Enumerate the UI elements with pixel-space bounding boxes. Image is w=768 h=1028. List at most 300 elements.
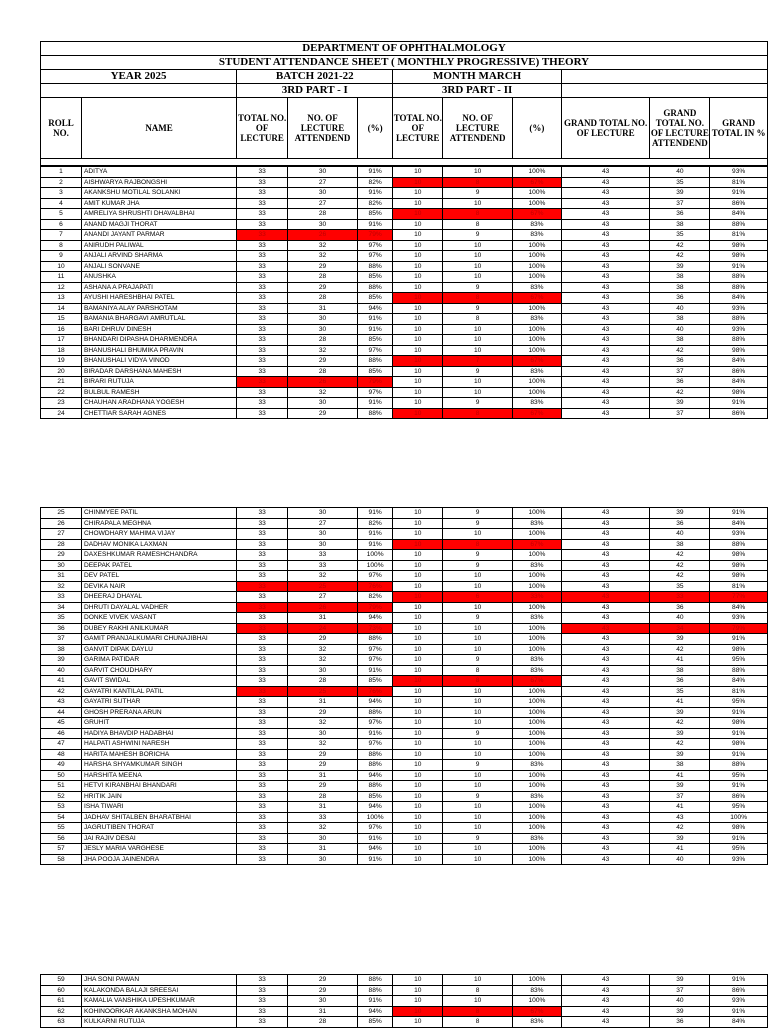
grand-attended-cell: 39 xyxy=(650,728,710,739)
total2-cell: 10 xyxy=(393,230,443,241)
pct1-cell: 82% xyxy=(357,177,392,188)
attended1-cell: 28 xyxy=(288,335,358,346)
pct1-cell: 82% xyxy=(357,592,392,603)
header-gap xyxy=(41,159,768,166)
total1-cell: 33 xyxy=(237,592,288,603)
grand-pct-cell: 98% xyxy=(710,739,768,750)
pct2-cell: 100% xyxy=(513,823,562,834)
attended1-cell: 33 xyxy=(288,550,358,561)
total2-cell: 10 xyxy=(393,209,443,220)
roll-cell: 17 xyxy=(41,335,82,346)
grand-attended-cell: 36 xyxy=(650,1017,710,1028)
attended2-cell: 10 xyxy=(443,739,513,750)
grand-pct-cell: 93% xyxy=(710,303,768,314)
name-cell: JHA POOJA JAINENDRA xyxy=(82,854,237,865)
table-row xyxy=(41,518,768,529)
total2-cell: 10 xyxy=(393,592,443,603)
attended2-cell: 9 xyxy=(443,655,513,666)
grand-pct-cell: 98% xyxy=(710,718,768,729)
grand-pct-cell: 98% xyxy=(710,823,768,834)
attended1-cell: 26 xyxy=(288,230,358,241)
table-row xyxy=(41,781,768,792)
grand-pct-cell: 98% xyxy=(710,345,768,356)
pct2-cell: 100% xyxy=(513,623,562,634)
pct1-cell: 91% xyxy=(357,398,392,409)
table-row xyxy=(41,996,768,1007)
grand-pct-cell: 95% xyxy=(710,844,768,855)
total1-cell: 33 xyxy=(237,996,288,1007)
roll-cell: 13 xyxy=(41,293,82,304)
table-row xyxy=(41,655,768,666)
table-row xyxy=(41,602,768,613)
total1-cell: 33 xyxy=(237,854,288,865)
grand-total-cell: 43 xyxy=(561,177,650,188)
pct2-cell: 67% xyxy=(513,676,562,687)
attended2-cell: 9 xyxy=(443,760,513,771)
total2-cell: 10 xyxy=(393,812,443,823)
table-row xyxy=(41,366,768,377)
attended2-cell: 10 xyxy=(443,644,513,655)
col-total2: TOTAL NO. OF LECTURE xyxy=(393,98,443,159)
roll-cell: 25 xyxy=(41,508,82,519)
attended2-cell: 8 xyxy=(443,1017,513,1028)
grand-attended-cell: 39 xyxy=(650,749,710,760)
attended1-cell: 30 xyxy=(288,854,358,865)
total2-cell: 10 xyxy=(393,198,443,209)
roll-cell: 34 xyxy=(41,602,82,613)
roll-cell: 3 xyxy=(41,188,82,199)
roll-cell: 42 xyxy=(41,686,82,697)
table-row xyxy=(41,550,768,561)
attended2-cell: 10 xyxy=(443,581,513,592)
total1-cell: 33 xyxy=(237,240,288,251)
grand-attended-cell: 42 xyxy=(650,823,710,834)
roll-cell: 59 xyxy=(41,975,82,986)
attended1-cell: 33 xyxy=(288,812,358,823)
grand-attended-cell: 41 xyxy=(650,770,710,781)
attended2-cell: 9 xyxy=(443,550,513,561)
grand-attended-cell: 40 xyxy=(650,529,710,540)
table-row xyxy=(41,791,768,802)
total1-cell: 33 xyxy=(237,219,288,230)
name-cell: HARSHA SHYAMKUMAR SINGH xyxy=(82,760,237,771)
attended1-cell: 29 xyxy=(288,760,358,771)
name-cell: CHINMYEE PATIL xyxy=(82,508,237,519)
table-row xyxy=(41,293,768,304)
pct2-cell: 100% xyxy=(513,739,562,750)
attended1-cell: 31 xyxy=(288,844,358,855)
total2-cell: 10 xyxy=(393,303,443,314)
pct2-cell: 100% xyxy=(513,529,562,540)
grand-pct-cell: 91% xyxy=(710,398,768,409)
pct2-cell: 100% xyxy=(513,844,562,855)
total2-cell: 10 xyxy=(393,781,443,792)
attended1-cell: 32 xyxy=(288,240,358,251)
total1-cell: 33 xyxy=(237,167,288,178)
col-attended1: NO. OF LECTURE ATTENDEND xyxy=(288,98,358,159)
grand-attended-cell: 38 xyxy=(650,760,710,771)
pct1-cell: 88% xyxy=(357,707,392,718)
attended2-cell: 9 xyxy=(443,282,513,293)
grand-pct-cell: 100% xyxy=(710,812,768,823)
pct2-cell: 100% xyxy=(513,198,562,209)
pct1-cell: 85% xyxy=(357,293,392,304)
pct2-cell: 83% xyxy=(513,282,562,293)
roll-cell: 48 xyxy=(41,749,82,760)
grand-attended-cell: 33 xyxy=(650,592,710,603)
grand-total-cell: 43 xyxy=(561,240,650,251)
grand-total-cell: 43 xyxy=(561,560,650,571)
total2-cell: 10 xyxy=(393,377,443,388)
attendance-header-table xyxy=(40,41,768,166)
grand-pct-cell: 86% xyxy=(710,198,768,209)
grand-pct-cell: 93% xyxy=(710,324,768,335)
roll-cell: 24 xyxy=(41,408,82,419)
name-cell: JADHAV SHITALBEN BHARATBHAI xyxy=(82,812,237,823)
pct1-cell: 97% xyxy=(357,718,392,729)
pct2-cell: 100% xyxy=(513,550,562,561)
pct1-cell: 85% xyxy=(357,791,392,802)
grand-pct-cell: 86% xyxy=(710,408,768,419)
grand-total-cell: 43 xyxy=(561,314,650,325)
attended2-cell: 10 xyxy=(443,335,513,346)
grand-total-cell: 43 xyxy=(561,739,650,750)
name-cell: GAVIT SWIDAL xyxy=(82,676,237,687)
roll-cell: 4 xyxy=(41,198,82,209)
grand-total-cell: 43 xyxy=(561,272,650,283)
pct1-cell: 76% xyxy=(357,581,392,592)
pct2-cell: 100% xyxy=(513,345,562,356)
attended1-cell: 32 xyxy=(288,739,358,750)
roll-cell: 51 xyxy=(41,781,82,792)
name-cell: AMIT KUMAR JHA xyxy=(82,198,237,209)
pct2-cell: 83% xyxy=(513,366,562,377)
grand-attended-cell: 37 xyxy=(650,791,710,802)
total1-cell: 33 xyxy=(237,377,288,388)
col-pct1: (%) xyxy=(357,98,392,159)
table-row xyxy=(41,676,768,687)
table-row xyxy=(41,592,768,603)
attended2-cell: 10 xyxy=(443,261,513,272)
pct1-cell: 88% xyxy=(357,760,392,771)
total1-cell: 33 xyxy=(237,791,288,802)
name-cell: JHA SONI PAWAN xyxy=(82,975,237,986)
name-cell: DHRUTI DAYALAL VADHER xyxy=(82,602,237,613)
grand-pct-cell: 95% xyxy=(710,802,768,813)
attended2-cell: 8 xyxy=(443,209,513,220)
name-cell: DONKE VIVEK VASANT xyxy=(82,613,237,624)
pct2-cell: 100% xyxy=(513,251,562,262)
col-pct2: (%) xyxy=(513,98,562,159)
grand-attended-cell: 39 xyxy=(650,188,710,199)
attended2-cell: 10 xyxy=(443,812,513,823)
pct2-cell: 100% xyxy=(513,335,562,346)
attended1-cell: 30 xyxy=(288,167,358,178)
grand-attended-cell: 39 xyxy=(650,781,710,792)
attendance-body-table-3 xyxy=(40,974,768,1028)
grand-total-cell: 43 xyxy=(561,854,650,865)
grand-pct-cell: 93% xyxy=(710,613,768,624)
attended2-cell: 10 xyxy=(443,529,513,540)
total1-cell: 33 xyxy=(237,251,288,262)
grand-attended-cell: 40 xyxy=(650,996,710,1007)
total2-cell: 10 xyxy=(393,665,443,676)
roll-cell: 62 xyxy=(41,1006,82,1017)
grand-pct-cell: 98% xyxy=(710,571,768,582)
total1-cell: 33 xyxy=(237,686,288,697)
attended1-cell: 30 xyxy=(288,539,358,550)
total2-cell: 10 xyxy=(393,293,443,304)
roll-cell: 21 xyxy=(41,377,82,388)
table-row xyxy=(41,1017,768,1028)
name-cell: CHAUHAN ARADHANA YOGESH xyxy=(82,398,237,409)
grand-attended-cell: 42 xyxy=(650,240,710,251)
attended1-cell: 28 xyxy=(288,293,358,304)
grand-total-cell: 43 xyxy=(561,844,650,855)
roll-cell: 26 xyxy=(41,518,82,529)
attended1-cell: 33 xyxy=(288,560,358,571)
pct2-cell: 67% xyxy=(513,293,562,304)
total1-cell: 33 xyxy=(237,282,288,293)
total2-cell: 10 xyxy=(393,408,443,419)
roll-cell: 60 xyxy=(41,985,82,996)
total1-cell: 33 xyxy=(237,261,288,272)
grand-attended-cell: 38 xyxy=(650,335,710,346)
total1-cell: 33 xyxy=(237,844,288,855)
pct1-cell: 91% xyxy=(357,188,392,199)
grand-pct-cell: 98% xyxy=(710,251,768,262)
attendance-sheet-block-3 xyxy=(40,974,768,1028)
pct1-cell: 91% xyxy=(357,996,392,1007)
pct1-cell: 88% xyxy=(357,282,392,293)
grand-attended-cell: 41 xyxy=(650,802,710,813)
total2-cell: 10 xyxy=(393,791,443,802)
grand-total-cell: 43 xyxy=(561,985,650,996)
total2-cell: 10 xyxy=(393,188,443,199)
total1-cell: 33 xyxy=(237,770,288,781)
attended1-cell: 27 xyxy=(288,592,358,603)
pct1-cell: 97% xyxy=(357,251,392,262)
grand-attended-cell: 34 xyxy=(650,623,710,634)
grand-attended-cell: 40 xyxy=(650,324,710,335)
pct2-cell: 100% xyxy=(513,571,562,582)
pct1-cell: 88% xyxy=(357,634,392,645)
attended2-cell: 9 xyxy=(443,398,513,409)
attended1-cell: 27 xyxy=(288,518,358,529)
attended2-cell: 10 xyxy=(443,198,513,209)
table-row xyxy=(41,854,768,865)
grand-total-cell: 43 xyxy=(561,209,650,220)
attended1-cell: 27 xyxy=(288,177,358,188)
attended1-cell: 31 xyxy=(288,770,358,781)
table-row xyxy=(41,975,768,986)
roll-cell: 44 xyxy=(41,707,82,718)
name-cell: HARSHITA MEENA xyxy=(82,770,237,781)
grand-attended-cell: 37 xyxy=(650,985,710,996)
pct1-cell: 94% xyxy=(357,770,392,781)
roll-cell: 32 xyxy=(41,581,82,592)
grand-attended-cell: 40 xyxy=(650,303,710,314)
name-cell: ANJALI ARVIND SHARMA xyxy=(82,251,237,262)
attended2-cell: 9 xyxy=(443,728,513,739)
pct1-cell: 94% xyxy=(357,1006,392,1017)
attended2-cell: 10 xyxy=(443,272,513,283)
roll-cell: 33 xyxy=(41,592,82,603)
pct1-cell: 97% xyxy=(357,823,392,834)
table-row xyxy=(41,718,768,729)
pct2-cell: 100% xyxy=(513,770,562,781)
grand-total-cell: 43 xyxy=(561,676,650,687)
table-row xyxy=(41,812,768,823)
pct1-cell: 88% xyxy=(357,985,392,996)
grand-pct-cell: 84% xyxy=(710,209,768,220)
pct1-cell: 88% xyxy=(357,261,392,272)
total1-cell: 33 xyxy=(237,508,288,519)
total2-cell: 10 xyxy=(393,518,443,529)
grand-pct-cell: 91% xyxy=(710,1006,768,1017)
attended2-cell: 8 xyxy=(443,293,513,304)
grand-pct-cell: 86% xyxy=(710,985,768,996)
grand-total-cell: 43 xyxy=(561,770,650,781)
attended1-cell: 25 xyxy=(288,581,358,592)
pct2-cell: 100% xyxy=(513,377,562,388)
name-cell: ADITYA xyxy=(82,167,237,178)
month-label: MONTH MARCH xyxy=(393,70,561,84)
total1-cell: 33 xyxy=(237,634,288,645)
attended1-cell: 28 xyxy=(288,209,358,220)
table-row xyxy=(41,251,768,262)
name-cell: CHIRAPALA MEGHNA xyxy=(82,518,237,529)
attended2-cell: 10 xyxy=(443,802,513,813)
grand-attended-cell: 36 xyxy=(650,209,710,220)
attended2-cell: 9 xyxy=(443,560,513,571)
grand-attended-cell: 36 xyxy=(650,377,710,388)
attended1-cell: 32 xyxy=(288,823,358,834)
attended1-cell: 29 xyxy=(288,985,358,996)
table-row xyxy=(41,686,768,697)
grand-pct-cell: 98% xyxy=(710,644,768,655)
grand-attended-cell: 42 xyxy=(650,644,710,655)
roll-cell: 22 xyxy=(41,387,82,398)
grand-pct-cell: 84% xyxy=(710,377,768,388)
attended2-cell: 10 xyxy=(443,634,513,645)
total1-cell: 33 xyxy=(237,356,288,367)
grand-attended-cell: 41 xyxy=(650,844,710,855)
name-cell: ISHA TIWARI xyxy=(82,802,237,813)
grand-pct-cell: 81% xyxy=(710,177,768,188)
total1-cell: 33 xyxy=(237,676,288,687)
grand-pct-cell: 86% xyxy=(710,366,768,377)
attended1-cell: 31 xyxy=(288,802,358,813)
table-row xyxy=(41,398,768,409)
pct2-cell: 100% xyxy=(513,324,562,335)
pct1-cell: 97% xyxy=(357,345,392,356)
name-cell: BIRARI RUTUJA xyxy=(82,377,237,388)
attendance-rows-3 xyxy=(41,975,768,1028)
table-row xyxy=(41,408,768,419)
pct2-cell: 83% xyxy=(513,1017,562,1028)
table-row xyxy=(41,377,768,388)
total2-cell: 10 xyxy=(393,844,443,855)
header-blank xyxy=(561,70,767,84)
grand-total-cell: 43 xyxy=(561,802,650,813)
name-cell: GRUHIT xyxy=(82,718,237,729)
grand-attended-cell: 42 xyxy=(650,571,710,582)
pct2-cell: 100% xyxy=(513,167,562,178)
pct2-cell: 100% xyxy=(513,854,562,865)
name-cell: ANANDI JAYANT PARMAR xyxy=(82,230,237,241)
attended2-cell: 7 xyxy=(443,356,513,367)
total1-cell: 33 xyxy=(237,230,288,241)
pct2-cell: 83% xyxy=(513,655,562,666)
grand-total-cell: 43 xyxy=(561,686,650,697)
table-row xyxy=(41,356,768,367)
year-label: YEAR 2025 xyxy=(41,70,237,84)
total1-cell: 33 xyxy=(237,718,288,729)
table-row xyxy=(41,335,768,346)
total2-cell: 10 xyxy=(393,251,443,262)
pct1-cell: 97% xyxy=(357,387,392,398)
grand-total-cell: 43 xyxy=(561,219,650,230)
roll-cell: 28 xyxy=(41,539,82,550)
roll-cell: 36 xyxy=(41,623,82,634)
total2-cell: 10 xyxy=(393,739,443,750)
grand-pct-cell: 79% xyxy=(710,623,768,634)
name-cell: HARITA MAHESH BORICHA xyxy=(82,749,237,760)
grand-attended-cell: 35 xyxy=(650,230,710,241)
attended1-cell: 32 xyxy=(288,387,358,398)
name-cell: AKANKSHU MOTILAL SOLANKI xyxy=(82,188,237,199)
attended1-cell: 31 xyxy=(288,613,358,624)
total1-cell: 33 xyxy=(237,781,288,792)
attendance-rows-1 xyxy=(41,167,768,419)
attended2-cell: 10 xyxy=(443,377,513,388)
total2-cell: 10 xyxy=(393,1017,443,1028)
grand-pct-cell: 91% xyxy=(710,188,768,199)
pct2-cell: 100% xyxy=(513,261,562,272)
total2-cell: 10 xyxy=(393,802,443,813)
attended1-cell: 29 xyxy=(288,749,358,760)
pct2-cell: 67% xyxy=(513,177,562,188)
grand-total-cell: 43 xyxy=(561,581,650,592)
attended1-cell: 30 xyxy=(288,529,358,540)
grand-attended-cell: 42 xyxy=(650,550,710,561)
attended2-cell: 8 xyxy=(443,1006,513,1017)
grand-total-cell: 43 xyxy=(561,613,650,624)
pct2-cell: 67% xyxy=(513,1006,562,1017)
grand-pct-cell: 93% xyxy=(710,167,768,178)
attended2-cell: 10 xyxy=(443,240,513,251)
table-row xyxy=(41,209,768,220)
attended1-cell: 24 xyxy=(288,623,358,634)
grand-pct-cell: 88% xyxy=(710,665,768,676)
table-row xyxy=(41,314,768,325)
total2-cell: 10 xyxy=(393,387,443,398)
grand-attended-cell: 40 xyxy=(650,854,710,865)
grand-attended-cell: 39 xyxy=(650,975,710,986)
roll-cell: 47 xyxy=(41,739,82,750)
attended2-cell: 10 xyxy=(443,749,513,760)
pct1-cell: 73% xyxy=(357,623,392,634)
grand-attended-cell: 38 xyxy=(650,282,710,293)
pct1-cell: 97% xyxy=(357,644,392,655)
total2-cell: 10 xyxy=(393,823,443,834)
name-cell: DEVIKA NAIR xyxy=(82,581,237,592)
roll-cell: 5 xyxy=(41,209,82,220)
table-row xyxy=(41,219,768,230)
roll-cell: 9 xyxy=(41,251,82,262)
pct1-cell: 91% xyxy=(357,219,392,230)
